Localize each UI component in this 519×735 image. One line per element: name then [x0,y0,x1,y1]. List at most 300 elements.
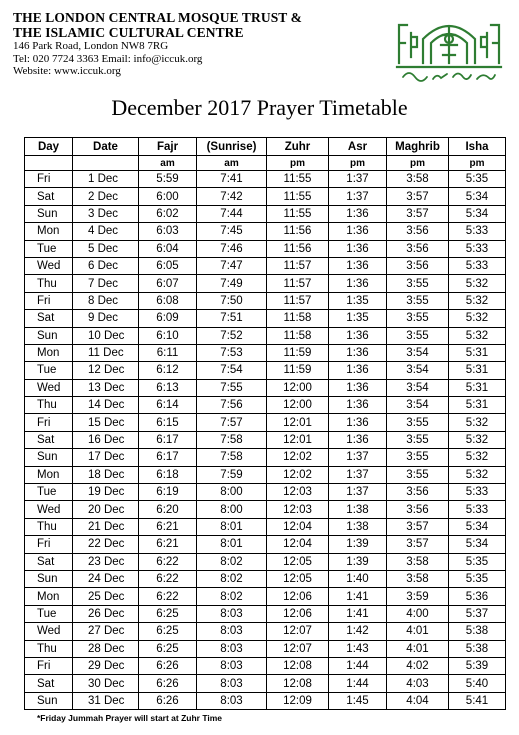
sunrise-cell: 7:45 [197,223,267,240]
date-cell: 24 Dec [73,570,139,587]
zuhr-cell: 12:01 [267,414,329,431]
fajr-cell: 6:17 [139,449,197,466]
page-title: December 2017 Prayer Timetable [111,95,408,120]
maghrib-cell: 4:03 [387,675,449,692]
asr-cell: 1:36 [329,379,387,396]
asr-cell: 1:38 [329,518,387,535]
sunrise-cell: 7:58 [197,431,267,448]
fajr-cell: 6:21 [139,536,197,553]
date-cell: 27 Dec [73,623,139,640]
day-cell: Sat [25,675,73,692]
asr-cell: 1:36 [329,344,387,361]
date-cell: 1 Dec [73,171,139,188]
asr-cell: 1:42 [329,623,387,640]
zuhr-cell: 12:06 [267,605,329,622]
table-row [25,449,506,466]
day-cell: Wed [25,623,73,640]
zuhr-cell: 11:58 [267,327,329,344]
maghrib-cell: 3:55 [387,310,449,327]
fajr-cell: 6:22 [139,553,197,570]
sunrise-cell: 8:01 [197,518,267,535]
asr-cell: 1:44 [329,657,387,674]
maghrib-cell: 3:54 [387,362,449,379]
unit-label: pm [267,156,329,171]
maghrib-cell: 3:56 [387,240,449,257]
isha-cell: 5:34 [449,205,506,222]
zuhr-cell: 12:02 [267,449,329,466]
organization-website: Website: www.iccuk.org [13,65,121,77]
sunrise-cell: 8:01 [197,536,267,553]
maghrib-cell: 3:54 [387,397,449,414]
maghrib-cell: 3:55 [387,466,449,483]
fajr-cell: 6:21 [139,518,197,535]
date-cell: 8 Dec [73,292,139,309]
zuhr-cell: 12:06 [267,588,329,605]
isha-cell: 5:35 [449,171,506,188]
maghrib-cell: 3:55 [387,449,449,466]
date-cell: 4 Dec [73,223,139,240]
date-cell: 10 Dec [73,327,139,344]
date-cell: 2 Dec [73,188,139,205]
table-row [25,484,506,501]
table-row [25,431,506,448]
zuhr-cell: 12:01 [267,431,329,448]
maghrib-cell: 3:54 [387,344,449,361]
table-row [25,588,506,605]
unit-label: am [197,156,267,171]
day-cell: Mon [25,223,73,240]
maghrib-cell: 3:56 [387,501,449,518]
isha-cell: 5:32 [449,414,506,431]
day-cell: Fri [25,536,73,553]
table-row [25,397,506,414]
day-cell: Thu [25,640,73,657]
prayer-timetable [24,137,506,710]
day-cell: Tue [25,362,73,379]
asr-cell: 1:43 [329,640,387,657]
table-row [25,379,506,396]
table-row [25,536,506,553]
isha-cell: 5:35 [449,570,506,587]
maghrib-cell: 3:59 [387,588,449,605]
asr-cell: 1:36 [329,240,387,257]
zuhr-cell: 11:55 [267,188,329,205]
fajr-cell: 6:26 [139,692,197,709]
date-cell: 22 Dec [73,536,139,553]
zuhr-cell: 12:03 [267,501,329,518]
fajr-cell: 6:03 [139,223,197,240]
table-row [25,518,506,535]
unit-label: pm [329,156,387,171]
isha-cell: 5:36 [449,588,506,605]
sunrise-cell: 7:56 [197,397,267,414]
zuhr-cell: 11:57 [267,275,329,292]
date-cell: 20 Dec [73,501,139,518]
asr-cell: 1:37 [329,449,387,466]
date-cell: 11 Dec [73,344,139,361]
maghrib-cell: 4:04 [387,692,449,709]
column-header: Asr [329,138,387,156]
day-cell: Tue [25,240,73,257]
sunrise-cell: 7:41 [197,171,267,188]
date-cell: 17 Dec [73,449,139,466]
zuhr-cell: 12:02 [267,466,329,483]
zuhr-cell: 12:00 [267,397,329,414]
day-cell: Wed [25,257,73,274]
asr-cell: 1:45 [329,692,387,709]
sunrise-cell: 8:02 [197,570,267,587]
unit-label: pm [449,156,506,171]
asr-cell: 1:36 [329,205,387,222]
sunrise-cell: 7:46 [197,240,267,257]
fajr-cell: 6:15 [139,414,197,431]
table-row [25,240,506,257]
sunrise-cell: 8:00 [197,484,267,501]
maghrib-cell: 3:58 [387,553,449,570]
isha-cell: 5:33 [449,484,506,501]
fajr-cell: 6:11 [139,344,197,361]
asr-cell: 1:36 [329,431,387,448]
date-cell: 13 Dec [73,379,139,396]
organization-contact: Tel: 020 7724 3363 Email: info@iccuk.org [13,52,203,65]
fajr-cell: 6:05 [139,257,197,274]
fajr-cell: 6:13 [139,379,197,396]
sunrise-cell: 8:02 [197,588,267,605]
maghrib-cell: 3:55 [387,292,449,309]
maghrib-cell: 3:58 [387,570,449,587]
day-cell: Wed [25,379,73,396]
table-row [25,675,506,692]
zuhr-cell: 12:07 [267,640,329,657]
isha-cell: 5:33 [449,501,506,518]
day-cell: Fri [25,292,73,309]
sunrise-cell: 7:54 [197,362,267,379]
table-row [25,188,506,205]
fajr-cell: 6:25 [139,605,197,622]
zuhr-cell: 11:57 [267,257,329,274]
zuhr-cell: 12:09 [267,692,329,709]
fajr-cell: 6:09 [139,310,197,327]
sunrise-cell: 7:52 [197,327,267,344]
fajr-cell: 6:25 [139,623,197,640]
isha-cell: 5:31 [449,362,506,379]
table-row [25,362,506,379]
column-header: Maghrib [387,138,449,156]
asr-cell: 1:40 [329,570,387,587]
unit-label [25,156,73,171]
table-row [25,344,506,361]
fajr-cell: 6:19 [139,484,197,501]
unit-label [73,156,139,171]
day-cell: Sat [25,310,73,327]
day-cell: Sun [25,205,73,222]
sunrise-cell: 7:59 [197,466,267,483]
organization-header [13,10,302,78]
header-row [25,138,506,156]
asr-cell: 1:35 [329,310,387,327]
fajr-cell: 6:22 [139,570,197,587]
asr-cell: 1:36 [329,223,387,240]
date-cell: 14 Dec [73,397,139,414]
day-cell: Sun [25,570,73,587]
isha-cell: 5:35 [449,553,506,570]
date-cell: 7 Dec [73,275,139,292]
date-cell: 21 Dec [73,518,139,535]
maghrib-cell: 3:55 [387,327,449,344]
maghrib-cell: 3:55 [387,414,449,431]
maghrib-cell: 4:02 [387,657,449,674]
zuhr-cell: 12:08 [267,657,329,674]
isha-cell: 5:33 [449,240,506,257]
date-cell: 29 Dec [73,657,139,674]
day-cell: Thu [25,275,73,292]
asr-cell: 1:37 [329,188,387,205]
asr-cell: 1:36 [329,327,387,344]
isha-cell: 5:34 [449,188,506,205]
zuhr-cell: 12:07 [267,623,329,640]
asr-cell: 1:36 [329,275,387,292]
table-row [25,275,506,292]
maghrib-cell: 3:56 [387,484,449,501]
sunrise-cell: 7:50 [197,292,267,309]
footnote: *Friday Jummah Prayer will start at Zuhr Time [37,713,223,723]
asr-cell: 1:37 [329,484,387,501]
maghrib-cell: 4:01 [387,623,449,640]
fajr-cell: 6:20 [139,501,197,518]
date-cell: 16 Dec [73,431,139,448]
sunrise-cell: 8:03 [197,640,267,657]
asr-cell: 1:37 [329,171,387,188]
sunrise-cell: 7:57 [197,414,267,431]
asr-cell: 1:37 [329,466,387,483]
zuhr-cell: 12:00 [267,379,329,396]
unit-label: pm [387,156,449,171]
column-header: Day [25,138,73,156]
asr-cell: 1:36 [329,362,387,379]
sunrise-cell: 7:53 [197,344,267,361]
day-cell: Thu [25,397,73,414]
zuhr-cell: 11:59 [267,344,329,361]
organization-address: 146 Park Road, London NW8 7RG [13,40,169,52]
fajr-cell: 6:22 [139,588,197,605]
maghrib-cell: 4:01 [387,640,449,657]
fajr-cell: 6:00 [139,188,197,205]
asr-cell: 1:36 [329,257,387,274]
table-row [25,310,506,327]
date-cell: 19 Dec [73,484,139,501]
isha-cell: 5:32 [449,466,506,483]
units-row [25,156,506,171]
zuhr-cell: 12:05 [267,553,329,570]
sunrise-cell: 7:49 [197,275,267,292]
day-cell: Sat [25,553,73,570]
fajr-cell: 6:12 [139,362,197,379]
zuhr-cell: 11:55 [267,205,329,222]
asr-cell: 1:39 [329,553,387,570]
fajr-cell: 5:59 [139,171,197,188]
day-cell: Fri [25,171,73,188]
zuhr-cell: 11:56 [267,223,329,240]
asr-cell: 1:39 [329,536,387,553]
date-cell: 31 Dec [73,692,139,709]
maghrib-cell: 3:55 [387,275,449,292]
day-cell: Sat [25,431,73,448]
date-cell: 30 Dec [73,675,139,692]
zuhr-cell: 12:05 [267,570,329,587]
zuhr-cell: 11:56 [267,240,329,257]
sunrise-cell: 7:42 [197,188,267,205]
zuhr-cell: 11:57 [267,292,329,309]
table-row [25,171,506,188]
sunrise-cell: 8:03 [197,675,267,692]
isha-cell: 5:31 [449,379,506,396]
date-cell: 26 Dec [73,605,139,622]
sunrise-cell: 7:47 [197,257,267,274]
table-row [25,640,506,657]
date-cell: 12 Dec [73,362,139,379]
sunrise-cell: 7:58 [197,449,267,466]
table-row [25,414,506,431]
isha-cell: 5:32 [449,431,506,448]
date-cell: 5 Dec [73,240,139,257]
sunrise-cell: 8:02 [197,553,267,570]
maghrib-cell: 3:57 [387,536,449,553]
asr-cell: 1:44 [329,675,387,692]
day-cell: Thu [25,518,73,535]
day-cell: Fri [25,414,73,431]
day-cell: Sun [25,692,73,709]
zuhr-cell: 12:08 [267,675,329,692]
fajr-cell: 6:10 [139,327,197,344]
isha-cell: 5:34 [449,536,506,553]
isha-cell: 5:38 [449,623,506,640]
table-row [25,501,506,518]
day-cell: Fri [25,657,73,674]
table-row [25,570,506,587]
isha-cell: 5:37 [449,605,506,622]
isha-cell: 5:39 [449,657,506,674]
asr-cell: 1:41 [329,605,387,622]
column-header: Date [73,138,139,156]
maghrib-cell: 3:57 [387,518,449,535]
isha-cell: 5:38 [449,640,506,657]
day-cell: Sat [25,188,73,205]
sunrise-cell: 8:03 [197,605,267,622]
table-row [25,257,506,274]
asr-cell: 1:41 [329,588,387,605]
zuhr-cell: 12:04 [267,518,329,535]
day-cell: Mon [25,588,73,605]
organization-name-line2: THE ISLAMIC CULTURAL CENTRE [13,25,244,40]
fajr-cell: 6:07 [139,275,197,292]
table-row [25,553,506,570]
day-cell: Mon [25,344,73,361]
fajr-cell: 6:18 [139,466,197,483]
islamic-cultural-centre-logo-icon [393,13,505,87]
zuhr-cell: 11:59 [267,362,329,379]
isha-cell: 5:32 [449,449,506,466]
isha-cell: 5:32 [449,310,506,327]
table-row [25,327,506,344]
date-cell: 28 Dec [73,640,139,657]
column-header: Isha [449,138,506,156]
fajr-cell: 6:14 [139,397,197,414]
isha-cell: 5:41 [449,692,506,709]
column-header: Fajr [139,138,197,156]
sunrise-cell: 8:00 [197,501,267,518]
date-cell: 23 Dec [73,553,139,570]
unit-label: am [139,156,197,171]
maghrib-cell: 3:58 [387,171,449,188]
isha-cell: 5:34 [449,518,506,535]
isha-cell: 5:33 [449,257,506,274]
isha-cell: 5:32 [449,292,506,309]
timetable-body [25,171,506,710]
asr-cell: 1:36 [329,397,387,414]
fajr-cell: 6:26 [139,675,197,692]
isha-cell: 5:40 [449,675,506,692]
sunrise-cell: 8:03 [197,623,267,640]
asr-cell: 1:36 [329,414,387,431]
maghrib-cell: 3:57 [387,188,449,205]
day-cell: Tue [25,605,73,622]
column-header: Zuhr [267,138,329,156]
maghrib-cell: 3:56 [387,223,449,240]
table-row [25,623,506,640]
maghrib-cell: 3:56 [387,257,449,274]
organization-name-line1: THE LONDON CENTRAL MOSQUE TRUST & [13,10,302,25]
date-cell: 25 Dec [73,588,139,605]
maghrib-cell: 3:57 [387,205,449,222]
isha-cell: 5:31 [449,397,506,414]
day-cell: Tue [25,484,73,501]
table-row [25,657,506,674]
asr-cell: 1:38 [329,501,387,518]
date-cell: 3 Dec [73,205,139,222]
asr-cell: 1:35 [329,292,387,309]
isha-cell: 5:32 [449,275,506,292]
fajr-cell: 6:04 [139,240,197,257]
sunrise-cell: 7:44 [197,205,267,222]
table-row [25,692,506,709]
zuhr-cell: 12:03 [267,484,329,501]
day-cell: Wed [25,501,73,518]
date-cell: 9 Dec [73,310,139,327]
sunrise-cell: 8:03 [197,692,267,709]
table-row [25,223,506,240]
sunrise-cell: 7:55 [197,379,267,396]
table-row [25,292,506,309]
fajr-cell: 6:17 [139,431,197,448]
date-cell: 18 Dec [73,466,139,483]
table-row [25,205,506,222]
maghrib-cell: 3:54 [387,379,449,396]
table-row [25,605,506,622]
table-row [25,466,506,483]
sunrise-cell: 7:51 [197,310,267,327]
date-cell: 15 Dec [73,414,139,431]
zuhr-cell: 11:55 [267,171,329,188]
day-cell: Sun [25,449,73,466]
isha-cell: 5:31 [449,344,506,361]
zuhr-cell: 11:58 [267,310,329,327]
fajr-cell: 6:25 [139,640,197,657]
date-cell: 6 Dec [73,257,139,274]
zuhr-cell: 12:04 [267,536,329,553]
fajr-cell: 6:08 [139,292,197,309]
day-cell: Sun [25,327,73,344]
sunrise-cell: 8:03 [197,657,267,674]
